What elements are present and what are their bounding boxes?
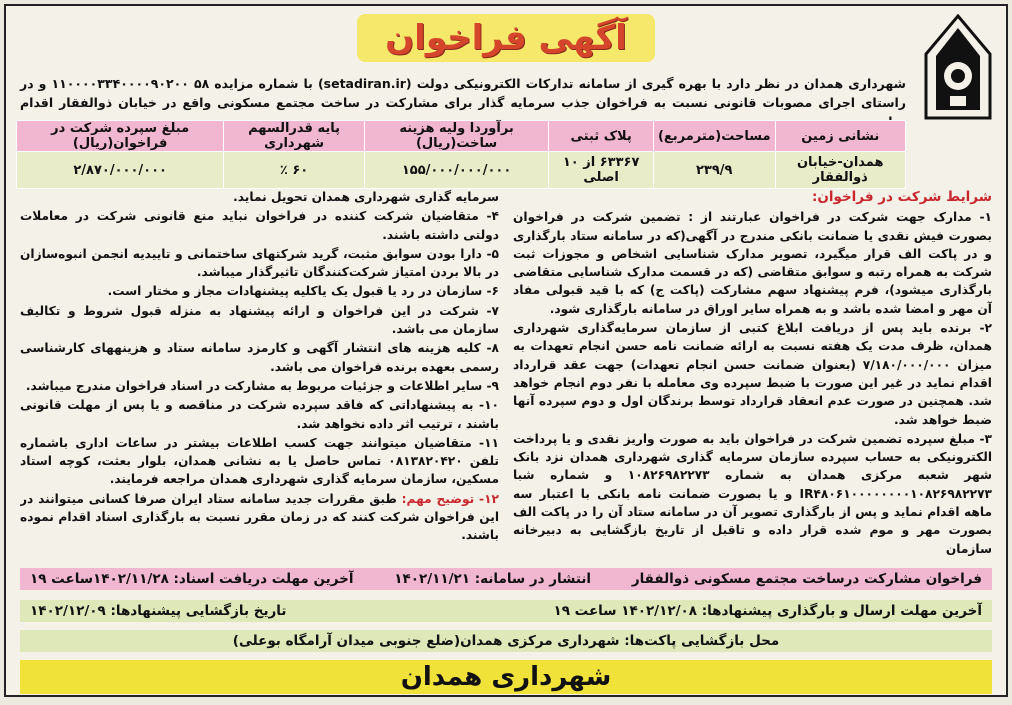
table-cell: همدان-خیابان ذوالفقار [775,152,906,189]
important-note-label: ۱۲- توضیح مهم: [401,491,499,506]
condition-item: ۸- کلیه هزینه های انتشار آگهی و کارمزد سامانه ستاد و هزینههای کارشناسی رسمی بعهده برنده فراخوان می باشد. [20,341,499,374]
condition-item: ۶- سازمان در رد یا قبول یک یاکلیه پیشنهادات مجاز و مختار است. [107,284,499,299]
table-cell: ۲/۸۷۰/۰۰۰/۰۰۰ [17,152,224,189]
conditions-section [20,188,992,564]
conditions-left-column [20,188,499,564]
table-cell: ۶۰ ٪ [224,152,364,189]
table-header: مبلغ سپرده شرکت در فراخوان(ریال) [17,121,224,152]
schedule-bar-1 [20,568,992,590]
condition-item: ۱۱- متقاضیان میتوانند جهت کسب اطلاعات بیشتر در ساعات اداری باشماره تلفن ۰۸۱۳۸۲۰۴۲۰ تماس حاصل یا به نشانی همدان، بلوار بعثت، کوچه استاد مسکین، سازمان سرمایه گذاری شهرداری همدان مراجعه فرمایند. [20,435,499,487]
intro-paragraph: شهرداری همدان در نظر دارد با بهره گیری از سامانه تدارکات الکترونیکی دولت (setadiran.ir) با شماره مزایده ۵۸ ۱۱۰۰۰۰۳۳۴۰۰۰۰۹۰۲۰۰ و در راستای اجرای مصوبات قانونی نسبت به فراخوان جذب سرمایه گذار برای مشارکت در ساخت مجتمع مسکونی واقع در خیابان ذوالفقار اقدام [20,76,906,110]
table-cell: ۲۳۹/۹ [653,152,775,189]
table-row [17,152,906,189]
footer-issuer: شهرداری همدان [20,660,992,694]
table-cell: ۱۵۵/۰۰۰/۰۰۰/۰۰۰ [364,152,549,189]
condition-item: ۱۰- به پیشنهاداتی که فاقد سپرده شرکت در مناقصه و یا پس از مهلت قانونی باشند ، ترتیب اثر داده نخواهد شد. [20,398,499,431]
schedule-bar-3 [20,630,992,652]
opening-date: تاریخ بازگشایی پیشنهادها: ۱۴۰۲/۱۲/۰۹ [30,603,287,619]
submission-deadline: آخرین مهلت ارسال و بارگذاری پیشنهادها: ۱۴۰۲/۱۲/۰۸ ساعت ۱۹ [553,603,982,619]
important-note [20,490,499,545]
condition-item: سرمایه گذاری شهرداری همدان تحویل نماید. [233,190,499,204]
notice-page [4,4,1008,697]
schedule-bar-2 [20,600,992,622]
condition-item: ۹- سایر اطلاعات و جزئیات مربوط به مشارکت در اسناد فراخوان مندرج میباشد. [25,378,499,393]
table-header: پلاک ثبتی [549,121,654,152]
important-note-text: طبق مقررات جدید سامانه ستاد ایران صرفا کسانی میتوانند در این فراخوان شرکت کنند که در زمان مقرر نسبت به بارگذاری اسناد اقدام نموده باشند. [20,491,499,543]
table-header-row [17,121,906,152]
documents-deadline: آخرین مهلت دریافت اسناد: ۱۴۰۲/۱۱/۲۸ساعت ۱۹ [30,571,354,587]
condition-item: ۱- مدارک جهت شرکت در فراخوان عبارتند از : تضمین شرکت در فراخوان بصورت فیش نقدی یا ضمانت بانکی مندرج در آگهی(که در سامانه ستاد بارگذاری و در پاکت الف قرار میگیرد، تصویر مدارک شناسایی اشخاص و مجوزات ثبت شرکت به همراه رتبه و سوابق متقاضی (که در قسمت مدارک شناسایی متقاضی بارگذاری میشود)، فرم پیشنهاد سهم مشارکت (پاکت ج) که با قید قبولی مفاد آن مهر و امضا شده باشد و به همراه سایر اوراق در سامانه بارگذاری شود. [513,210,992,316]
condition-item: ۷- شرکت در این فراخوان و ارائه پیشنهاد به منزله قبول شروط و تکالیف سازمان می باشد. [20,303,499,337]
table-header: مساحت(مترمربع) [653,121,775,152]
conditions-title: شرایط شرکت در فراخوان: [811,189,992,205]
property-table [16,120,906,189]
condition-item: ۳- مبلغ سپرده تضمین شرکت در فراخوان باید به صورت واریز نقدی و یا پرداخت الکترونیکی به حساب سپرده سازمان سرمایه گذاری شهرداری همدان نزد بانک شهر شعبه مرکزی همدان به شماره ۱۰۸۲۶۹۸۲۲۷۳ و شماره شبا IR۴۸۰۶۱۰۰۰۰۰۰۰۰۱۰۸۲۶۹۸۲۲۷۳ و یا بصورت ضمانت نامه بانکی با اعتبار سه ماهه اقدام نماید و پس از بارگذاری تصویر آن در سامانه ستاد آن را در پاکت الف بصورت مهر و موم شده قرار داده و تاقبل از تاریخ بازگشایی به دبیرخانه سازمان [513,431,992,556]
conditions-right-column [513,188,992,564]
table-cell: ۶۳۳۶۷ از ۱۰ اصلی [549,152,654,189]
table-header: پایه قدرالسهم شهرداری [224,121,364,152]
opening-location: محل بازگشایی پاکت‌ها: شهرداری مرکزی همدان(ضلع جنوبی میدان آرامگاه بوعلی) [232,633,780,649]
notice-subject: فراخوان مشارکت درساخت مجتمع مسکونی ذوالفقار [631,571,982,587]
publish-date: انتشار در سامانه: ۱۴۰۲/۱۱/۲۱ [394,571,592,587]
condition-item: ۲- برنده باید پس از دریافت ابلاغ کتبی از سازمان سرمایه‌گذاری شهرداری همدان، ظرف مدت یک هفته نسبت به ارائه ضمانت نامه حسن انجام تعهدات به میزان ۷/۱۸۰/۰۰۰/۰۰۰ (بعنوان ضمانت حسن انجام تعهدات) جهت عقد قرارداد اقدام نماید در غیر این صورت با ضبط سپرده وی معامله با نفر دوم انجام خواهد شد. همچنین در صورت عدم انعقاد قرارداد توسط برندگان اول و دوم سپرده آنها ضبط خواهد شد. [513,321,992,427]
table-header: نشانی زمین [775,121,906,152]
table-header: برآوردا ولیه هزینه ساخت(ریال) [364,121,549,152]
condition-item: ۵- دارا بودن سوابق مثبت، گرید شرکتهای ساختمانی و تاییدیه انجمن انبوه‌سازان در بالا بردن امتیاز شرکت‌کنندگان تاثیرگذار میباشد. [20,246,499,280]
condition-item: ۴- متقاضیان شرکت کننده در فراخوان نباید منع قانونی شرکت در معاملات دولتی داشته باشند. [20,209,499,242]
notice-title: آگهی فراخوان [357,14,655,62]
